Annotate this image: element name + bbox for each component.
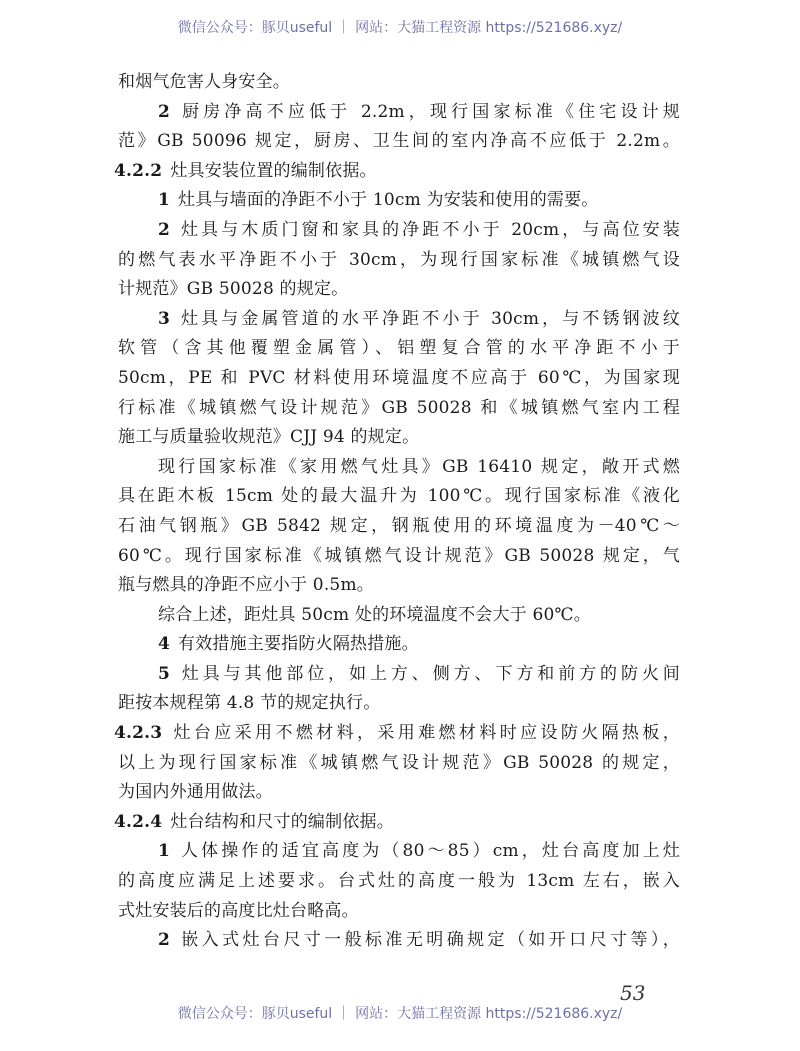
item-number: 2 <box>158 219 171 240</box>
text-line <box>118 660 680 690</box>
text-line <box>114 808 680 838</box>
item-number: 3 <box>158 308 171 329</box>
line-text: 的燃气表水平净距不小于 30cm，为现行国家标准《城镇燃气设 <box>118 249 680 270</box>
clause-number: 4.2.4 <box>114 811 163 832</box>
text-line <box>118 482 680 512</box>
text-line <box>114 719 680 749</box>
line-text: 灶具安装位置的编制依据。 <box>170 160 377 181</box>
line-text: 综合上述，距灶具 50cm 处的环境温度不会大于 60℃。 <box>158 604 591 625</box>
line-text: 距按本规程第 4.8 节的规定执行。 <box>118 693 381 714</box>
text-line <box>118 837 680 867</box>
line-text: 为国内外通用做法。 <box>118 782 273 803</box>
line-text: 嵌入式灶台尺寸一般标准无明确规定（如开口尺寸等）， <box>178 930 680 951</box>
line-text: 计规范》GB 50028 的规定。 <box>118 279 349 300</box>
line-text: 以上为现行国家标准《城镇燃气设计规范》GB 50028 的规定， <box>118 752 680 773</box>
text-line <box>118 186 680 216</box>
text-line <box>118 364 680 394</box>
item-number: 5 <box>158 663 171 684</box>
line-text: 有效措施主要指防火隔热措施。 <box>178 634 419 655</box>
line-text: 灶台应采用不燃材料，采用难燃材料时应设防火隔热板， <box>170 723 680 744</box>
item-number: 4 <box>158 634 171 655</box>
text-line <box>118 601 680 631</box>
item-number: 1 <box>158 841 171 862</box>
text-line <box>118 98 680 128</box>
text-line <box>118 246 680 276</box>
line-text: 瓶与燃具的净距不应小于 0.5m。 <box>118 575 374 596</box>
line-text: 式灶安装后的高度比灶台略高。 <box>118 900 359 921</box>
text-line <box>118 630 680 660</box>
line-text: 灶具与木质门窗和家具的净距不小于 20cm，与高位安装 <box>178 219 680 240</box>
line-text: 灶具与其他部位，如上方、侧方、下方和前方的防火间 <box>178 663 680 684</box>
text-line <box>118 571 680 601</box>
text-line <box>118 897 680 927</box>
item-number: 2 <box>158 101 171 122</box>
text-line <box>118 867 680 897</box>
line-text: 的高度应满足上述要求。台式灶的高度一般为 13cm 左右，嵌入 <box>118 871 680 892</box>
page-number: 53 <box>620 981 646 1005</box>
text-line <box>118 512 680 542</box>
text-line <box>114 157 680 187</box>
line-text: 施工与质量验收规范》CJJ 94 的规定。 <box>118 427 420 448</box>
text-line <box>118 216 680 246</box>
item-number: 2 <box>158 930 171 951</box>
clause-number: 4.2.2 <box>114 160 163 181</box>
clause-number: 4.2.3 <box>114 723 163 744</box>
line-text: 具在距木板 15cm 处的最大温升为 100℃。现行国家标准《液化 <box>118 486 680 507</box>
text-line <box>118 689 680 719</box>
line-text: 和烟气危害人身安全。 <box>118 72 290 92</box>
text-line <box>118 453 680 483</box>
text-line <box>118 778 680 808</box>
line-text: 灶具与墙面的净距不小于 10cm 为安装和使用的需要。 <box>178 190 599 211</box>
line-text: 软管（含其他覆塑金属管）、铝塑复合管的水平净距不小于 <box>118 338 680 359</box>
line-text: 现行国家标准《家用燃气灶具》GB 16410 规定，敞开式燃 <box>158 456 680 477</box>
line-text: 灶具与金属管道的水平净距不小于 30cm，与不锈钢波纹 <box>178 308 680 329</box>
watermark-footer: 微信公众号：豚贝useful ｜ 网站：大猫工程资源 https://521686.xyz/ <box>177 1006 623 1022</box>
text-line <box>118 275 680 305</box>
watermark-header: 微信公众号：豚贝useful ｜ 网站：大猫工程资源 https://521686.xyz/ <box>177 20 623 36</box>
line-text: 石油气钢瓶》GB 5842 规定，钢瓶使用的环境温度为－40℃～ <box>118 515 680 536</box>
document-body <box>114 68 680 956</box>
text-line <box>118 68 680 98</box>
text-line <box>118 305 680 335</box>
item-number: 1 <box>158 190 171 211</box>
text-line <box>118 749 680 779</box>
text-line <box>118 423 680 453</box>
line-text: 人体操作的适宜高度为（80～85）cm，灶台高度加上灶 <box>178 841 680 862</box>
line-text: 范》GB 50096 规定，厨房、卫生间的室内净高不应低于 2.2m。 <box>118 131 680 152</box>
line-text: 60℃。现行国家标准《城镇燃气设计规范》GB 50028 规定，气 <box>118 545 680 566</box>
text-line <box>118 127 680 157</box>
text-line <box>118 394 680 424</box>
text-line <box>118 926 680 956</box>
line-text: 厨房净高不应低于 2.2m，现行国家标准《住宅设计规 <box>178 101 680 122</box>
text-line <box>118 542 680 572</box>
line-text: 行标准《城镇燃气设计规范》GB 50028 和《城镇燃气室内工程 <box>118 397 680 418</box>
text-line <box>118 334 680 364</box>
line-text: 灶台结构和尺寸的编制依据。 <box>170 811 394 832</box>
line-text: 50cm，PE 和 PVC 材料使用环境温度不应高于 60℃，为国家现 <box>118 367 680 388</box>
